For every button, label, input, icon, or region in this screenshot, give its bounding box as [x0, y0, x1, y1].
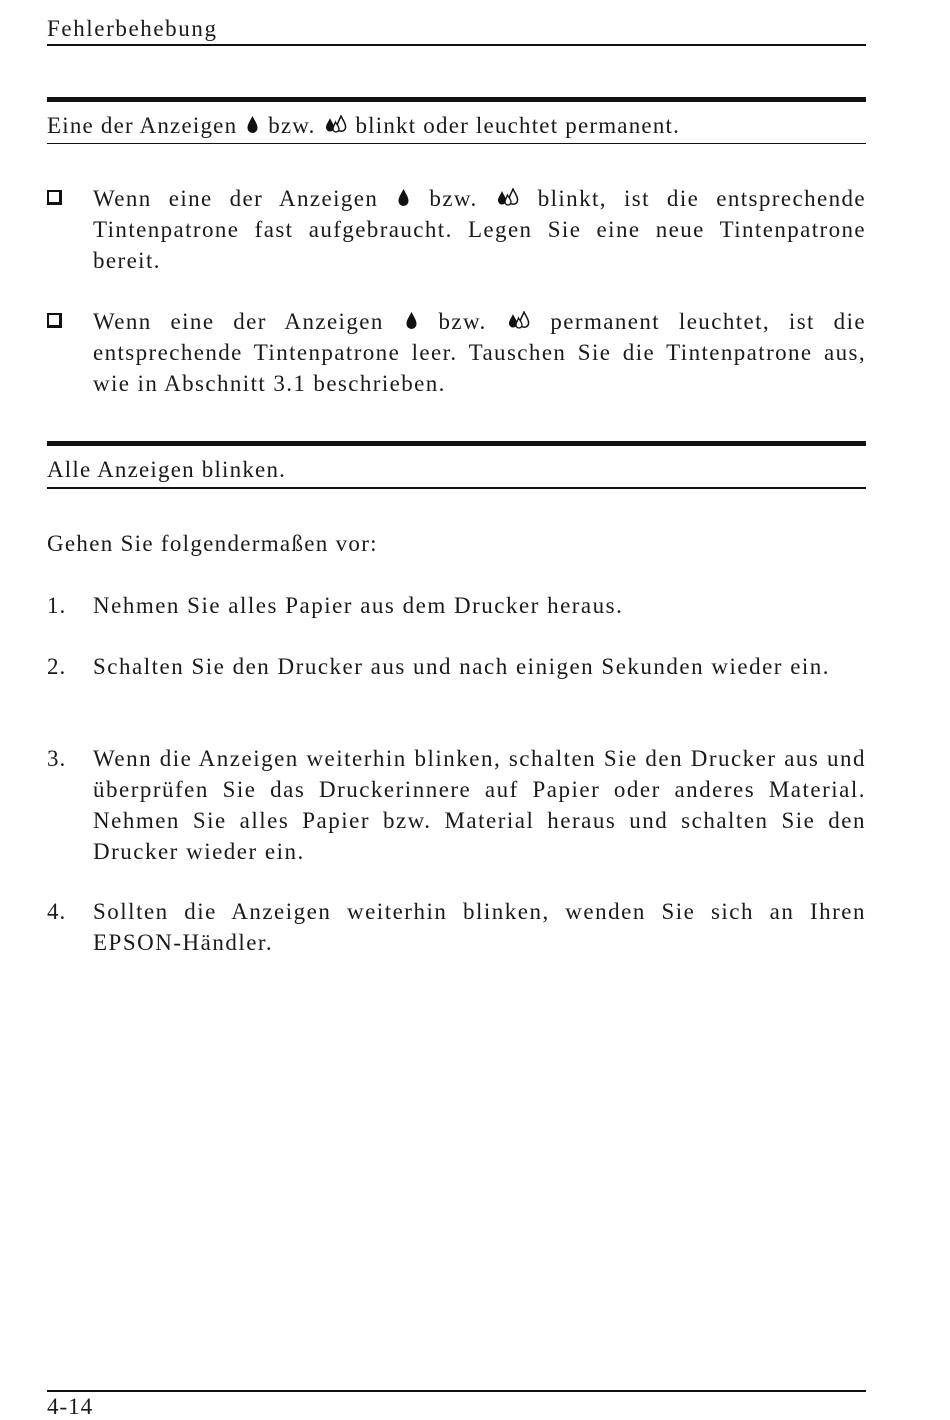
manual-page — [47, 0, 866, 1419]
section-title-mid: bzw. — [268, 113, 316, 138]
bullet-text-pre: Wenn eine der Anzeigen — [93, 186, 379, 211]
footer-divider — [47, 1390, 866, 1392]
bullet-text-mid: bzw. — [438, 309, 487, 334]
color-ink-drops-icon — [508, 311, 530, 331]
ink-drop-icon — [405, 311, 418, 331]
step-number: 2. — [47, 654, 67, 679]
color-ink-drops-icon — [497, 188, 519, 208]
bullet-item-blinking — [47, 183, 866, 276]
step-text: Sollten die Anzeigen weiterhin blinken, wenden Sie sich an Ihren EPSON-Händler. — [93, 899, 866, 955]
page-number: 4-14 — [47, 1394, 94, 1419]
list-item — [47, 896, 866, 958]
list-item — [47, 743, 866, 867]
ink-drop-icon — [246, 115, 259, 135]
bullet-item-permanent — [47, 306, 866, 399]
step-text: Wenn die Anzeigen weiterhin blinken, schalten Sie den Drucker aus und überprüfen Sie das Druckerinnere auf Papier oder anderes Material. Nehmen Sie alles Papier bzw. Material heraus und schalten Sie den Drucker wieder ein. — [93, 746, 866, 864]
step-number: 3. — [47, 746, 67, 771]
step-text: Nehmen Sie alles Papier aus dem Drucker heraus. — [93, 593, 624, 618]
section-title-all-blinking: Alle Anzeigen blinken. — [47, 441, 866, 489]
section-title-post: blinkt oder leuchtet permanent. — [355, 113, 681, 138]
bullet-text-post: permanent leuchtet, ist die entsprechende Tintenpatrone leer. Tauschen Sie die Tintenpatrone aus, wie in Abschnitt 3.1 beschrieben. — [93, 309, 866, 396]
bullet-text-mid: bzw. — [429, 186, 478, 211]
checkbox-bullet-icon — [47, 190, 62, 205]
list-item — [47, 651, 866, 682]
running-header: Fehlerbehebung — [47, 14, 866, 46]
step-number: 4. — [47, 899, 67, 924]
section-title-ink-indicator — [47, 97, 866, 144]
checkbox-bullet-icon — [47, 313, 62, 328]
steps-intro: Gehen Sie folgendermaßen vor: — [47, 531, 378, 556]
list-item — [47, 590, 866, 621]
ink-drop-icon — [397, 188, 410, 208]
color-ink-drops-icon — [325, 115, 347, 135]
bullet-text-pre: Wenn eine der Anzeigen — [93, 309, 384, 334]
bullet-text-post: blinkt, ist die entsprechende Tintenpatrone fast aufgebraucht. Legen Sie eine neue Tintenpatrone bereit. — [93, 186, 867, 273]
step-text: Schalten Sie den Drucker aus und nach einigen Sekunden wieder ein. — [93, 654, 831, 679]
step-number: 1. — [47, 593, 67, 618]
section-title-pre: Eine der Anzeigen — [47, 113, 238, 138]
